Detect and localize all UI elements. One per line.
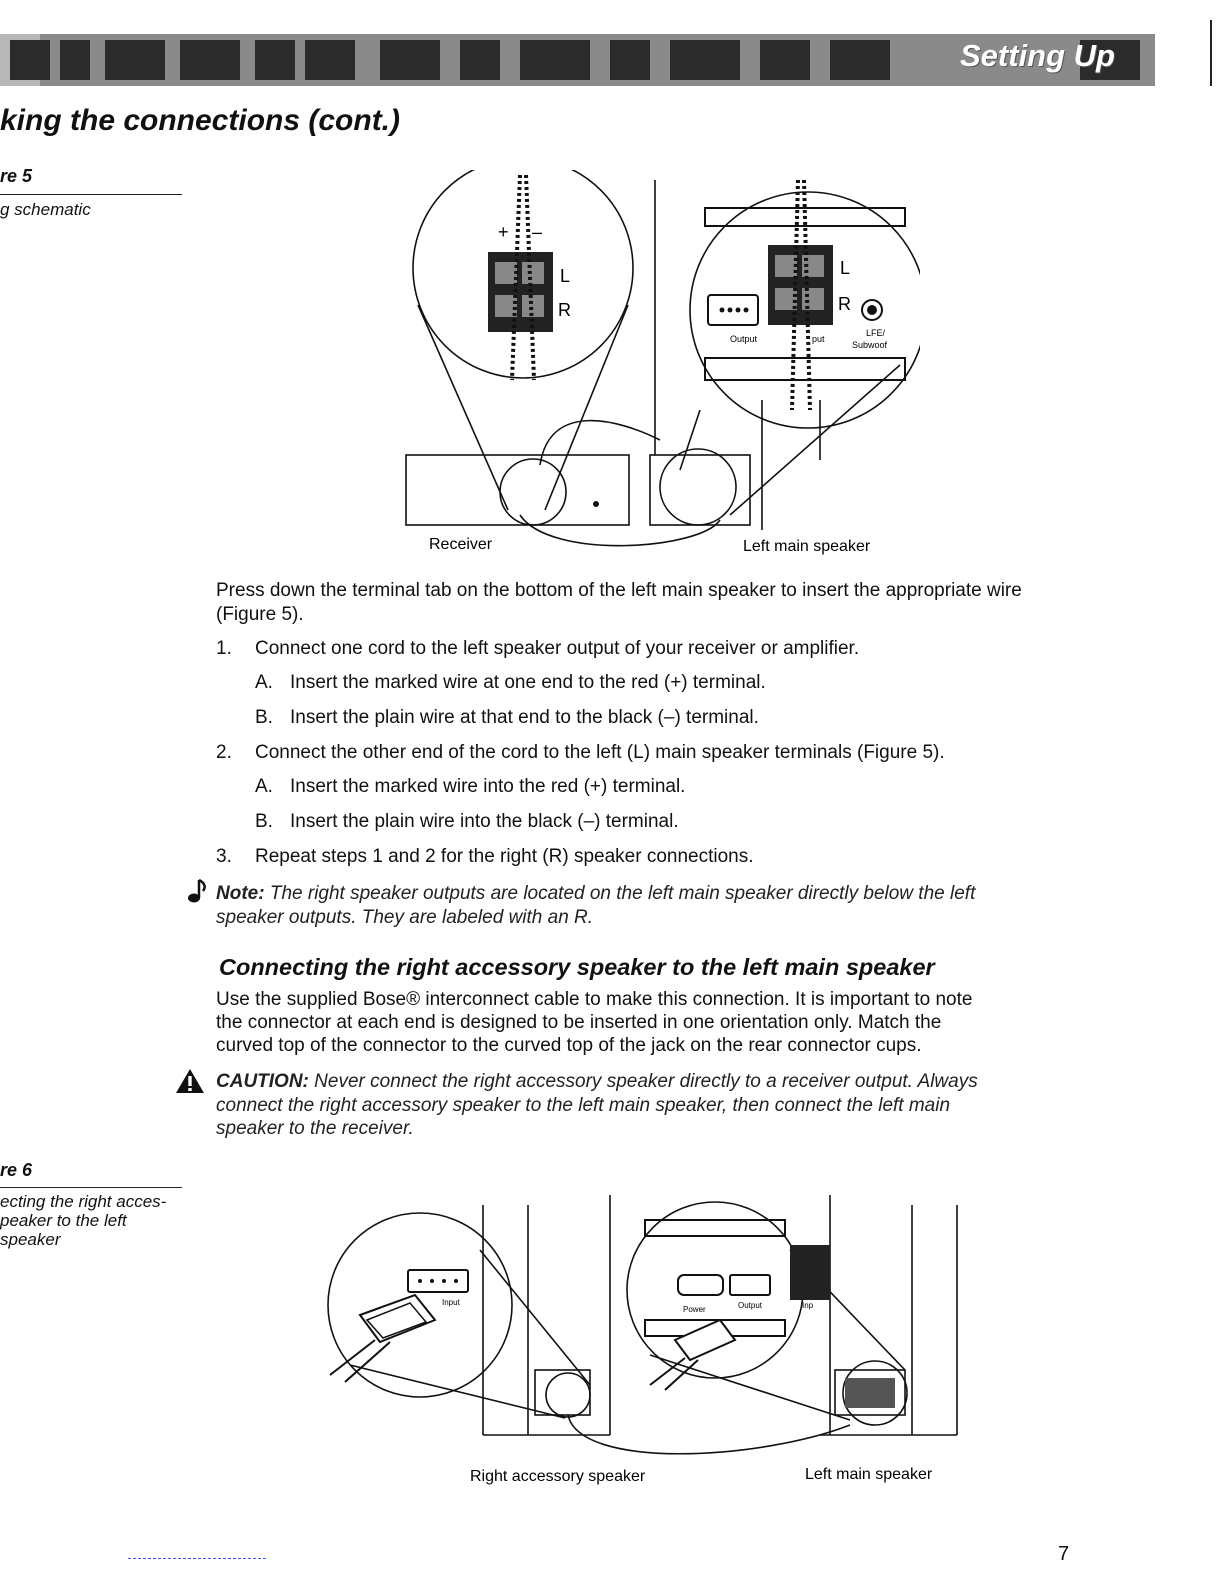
left-main-speaker-label: Left main speaker	[805, 1466, 933, 1483]
sub-paragraph-line: Use the supplied Bose® interconnect cable to make this connection. It is important to note	[216, 989, 973, 1010]
receiver-terminal-r: R	[558, 300, 571, 320]
step-text: Connect the other end of the cord to the left (L) main speaker terminals (Figure 5).	[255, 742, 945, 763]
section-title: Setting Up	[960, 38, 1115, 73]
page-title: king the connections (cont.)	[0, 104, 401, 137]
caution-line-3: speaker to the receiver.	[216, 1118, 414, 1139]
substep-text: Insert the plain wire at that end to the black (–) terminal.	[290, 707, 759, 728]
note-line-1	[216, 882, 975, 905]
footer-link-rule	[128, 1558, 266, 1559]
figure-6-diagram	[320, 1190, 970, 1490]
lfe-label: LFE/	[866, 328, 886, 338]
terminal-minus: –	[532, 222, 543, 242]
figure-6-caption-line: ecting the right acces-	[0, 1192, 167, 1211]
page-number: 7	[1058, 1543, 1070, 1565]
note-label: Note:	[216, 883, 265, 904]
figure-6-rule	[0, 1187, 182, 1188]
sub-paragraph-line: the connector at each end is designed to be inserted in one orientation only. Match the	[216, 1012, 942, 1033]
left-main-speaker-label: Left main speaker	[743, 538, 871, 555]
interconnect-plug	[330, 1295, 435, 1382]
substep-text: Insert the marked wire at one end to the red (+) terminal.	[290, 672, 766, 693]
speaker-terminal-l: L	[840, 258, 851, 278]
input-label: Input	[442, 1298, 460, 1307]
caution-warning-icon	[175, 1068, 205, 1094]
substep-letter: A.	[255, 776, 273, 797]
receiver-terminal-l: L	[560, 266, 571, 286]
step-number: 2.	[216, 742, 232, 763]
right-accessory-jack-panel	[535, 1370, 590, 1415]
figure-6-caption-line: peaker to the left	[0, 1211, 127, 1230]
power-label: Power	[683, 1305, 706, 1314]
input-label: put	[812, 334, 825, 344]
step-text: Repeat steps 1 and 2 for the right (R) speaker connections.	[255, 846, 754, 867]
terminal-plus: +	[498, 222, 509, 242]
note-line-2: speaker outputs. They are labeled with an R.	[216, 907, 594, 928]
right-accessory-speaker-label: Right accessory speaker	[470, 1468, 646, 1485]
speaker-terminal-r: R	[838, 294, 851, 314]
figure-6-caption-line: speaker	[0, 1230, 61, 1249]
receiver-label: Receiver	[429, 536, 493, 553]
note-music-icon	[186, 878, 208, 904]
substep-letter: B.	[255, 707, 273, 728]
substep-text: Insert the marked wire into the red (+) terminal.	[290, 776, 686, 797]
substep-text: Insert the plain wire into the black (–) terminal.	[290, 811, 679, 832]
intro-paragraph: Press down the terminal tab on the bottom of the left main speaker to insert the appropriate wire (Figure 5).	[216, 580, 1022, 625]
speaker-terminal-block	[705, 180, 905, 410]
sub-paragraph-line: curved top of the connector to the curved top of the jack on the rear connector cups.	[216, 1035, 922, 1056]
receiver-box	[406, 455, 629, 525]
note-text: The right speaker outputs are located on the left main speaker directly below the left	[269, 883, 976, 904]
step-text: Connect one cord to the left speaker output of your receiver or amplifier.	[255, 638, 860, 659]
substep-letter: A.	[255, 672, 273, 693]
receiver-terminal-block	[488, 175, 553, 380]
substep-letter: B.	[255, 811, 273, 832]
caution-line-2: connect the right accessory speaker to the left main speaker, then connect the left main	[216, 1095, 951, 1116]
step-number: 1.	[216, 638, 232, 659]
step-number: 3.	[216, 846, 232, 867]
left-main-speaker-box	[650, 455, 750, 525]
figure-6-label: re 6	[0, 1160, 33, 1180]
caution-line-1	[216, 1070, 978, 1093]
section-subheading: Connecting the right accessory speaker to the left main speaker	[219, 954, 935, 980]
figure-5-label: re 5	[0, 166, 33, 186]
figure-5-diagram	[400, 170, 920, 570]
figure-5-rule	[0, 194, 182, 195]
inp-label: Inp	[802, 1301, 814, 1310]
output-label: Output	[730, 334, 758, 344]
left-main-magnifier	[627, 1202, 803, 1378]
figure-5-caption: g schematic	[0, 200, 91, 219]
output-label: Output	[738, 1301, 763, 1310]
margin-rule	[1210, 20, 1212, 86]
subwoofer-label: Subwoof	[852, 340, 888, 350]
caution-label: CAUTION:	[216, 1071, 309, 1092]
caution-text: Never connect the right accessory speaker directly to a receiver output. Always	[314, 1071, 978, 1092]
